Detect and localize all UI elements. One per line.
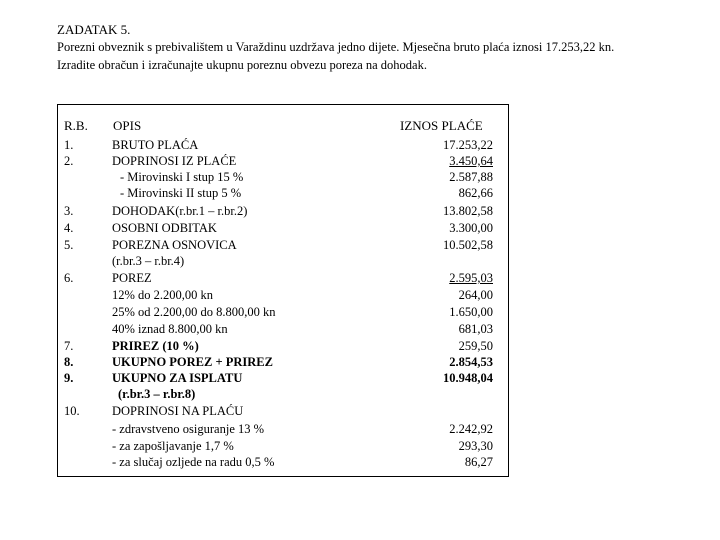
- row-number: 2.: [64, 154, 74, 168]
- row-description: OSOBNI ODBITAK: [112, 221, 217, 235]
- row-number: 3.: [64, 204, 74, 218]
- row-amount: 17.253,22: [443, 138, 493, 152]
- row-description: DOPRINOSI IZ PLAĆE: [112, 154, 237, 168]
- row-number: 4.: [64, 221, 74, 235]
- row-description: DOPRINOSI NA PLAĆU: [112, 404, 244, 418]
- row-amount: 3.300,00: [449, 221, 493, 235]
- row-amount: 264,00: [458, 288, 493, 302]
- row-number: 5.: [64, 238, 74, 252]
- exercise-title: ZADATAK 5.: [57, 22, 131, 37]
- row-description: 25% od 2.200,00 do 8.800,00 kn: [112, 305, 276, 319]
- row-amount: 3.450,64: [449, 154, 493, 168]
- row-amount: 2.595,03: [449, 271, 493, 285]
- row-description: BRUTO PLAĆA: [112, 138, 199, 152]
- row-amount: 1.650,00: [449, 305, 493, 319]
- row-description: PRIREZ (10 %): [112, 339, 199, 353]
- row-number: 6.: [64, 271, 74, 285]
- row-description: DOHODAK(r.br.1 – r.br.2): [112, 204, 248, 218]
- task-description-line-2: Izradite obračun i izračunajte ukupnu poreznu obvezu poreza na dohodak.: [57, 58, 427, 72]
- row-amount: 2.587,88: [449, 170, 493, 184]
- column-header-iznos: IZNOS PLAĆE: [400, 118, 483, 133]
- task-description-line-1: Porezni obveznik s prebivalištem u Varaždinu uzdržava jedno dijete. Mjesečna bruto plaća iznosi 17.253,22 kn.: [57, 40, 615, 54]
- row-number: 9.: [64, 371, 74, 385]
- row-description: 40% iznad 8.800,00 kn: [112, 322, 228, 336]
- row-description: UKUPNO ZA ISPLATU: [112, 371, 243, 385]
- row-amount: 10.948,04: [443, 371, 493, 385]
- column-header-opis: OPIS: [113, 118, 142, 133]
- row-number: 1.: [64, 138, 74, 152]
- row-number: 8.: [64, 355, 74, 369]
- row-description: - za slučaj ozljede na radu 0,5 %: [112, 455, 275, 469]
- row-amount: 2.242,92: [449, 422, 493, 436]
- row-description: (r.br.3 – r.br.8): [118, 387, 196, 401]
- row-description: - zdravstveno osiguranje 13 %: [112, 422, 265, 436]
- row-description: - za zapošljavanje 1,7 %: [112, 439, 234, 453]
- row-amount: 293,30: [458, 439, 493, 453]
- row-number: 7.: [64, 339, 74, 353]
- row-amount: 862,66: [458, 186, 493, 200]
- column-header-rb: R.B.: [64, 118, 88, 133]
- row-description: - Mirovinski II stup 5 %: [120, 186, 242, 200]
- row-amount: 13.802,58: [443, 204, 493, 218]
- row-number: 10.: [64, 404, 80, 418]
- row-amount: 2.854,53: [449, 355, 493, 369]
- row-description: POREZ: [112, 271, 152, 285]
- row-description: (r.br.3 – r.br.4): [112, 254, 185, 268]
- row-description: UKUPNO POREZ + PRIREZ: [112, 355, 273, 369]
- row-amount: 86,27: [464, 455, 493, 469]
- row-description: 12% do 2.200,00 kn: [112, 288, 214, 302]
- row-description: - Mirovinski I stup 15 %: [120, 170, 244, 184]
- row-amount: 10.502,58: [443, 238, 493, 252]
- row-amount: 681,03: [458, 322, 493, 336]
- row-amount: 259,50: [458, 339, 493, 353]
- row-description: POREZNA OSNOVICA: [112, 238, 237, 252]
